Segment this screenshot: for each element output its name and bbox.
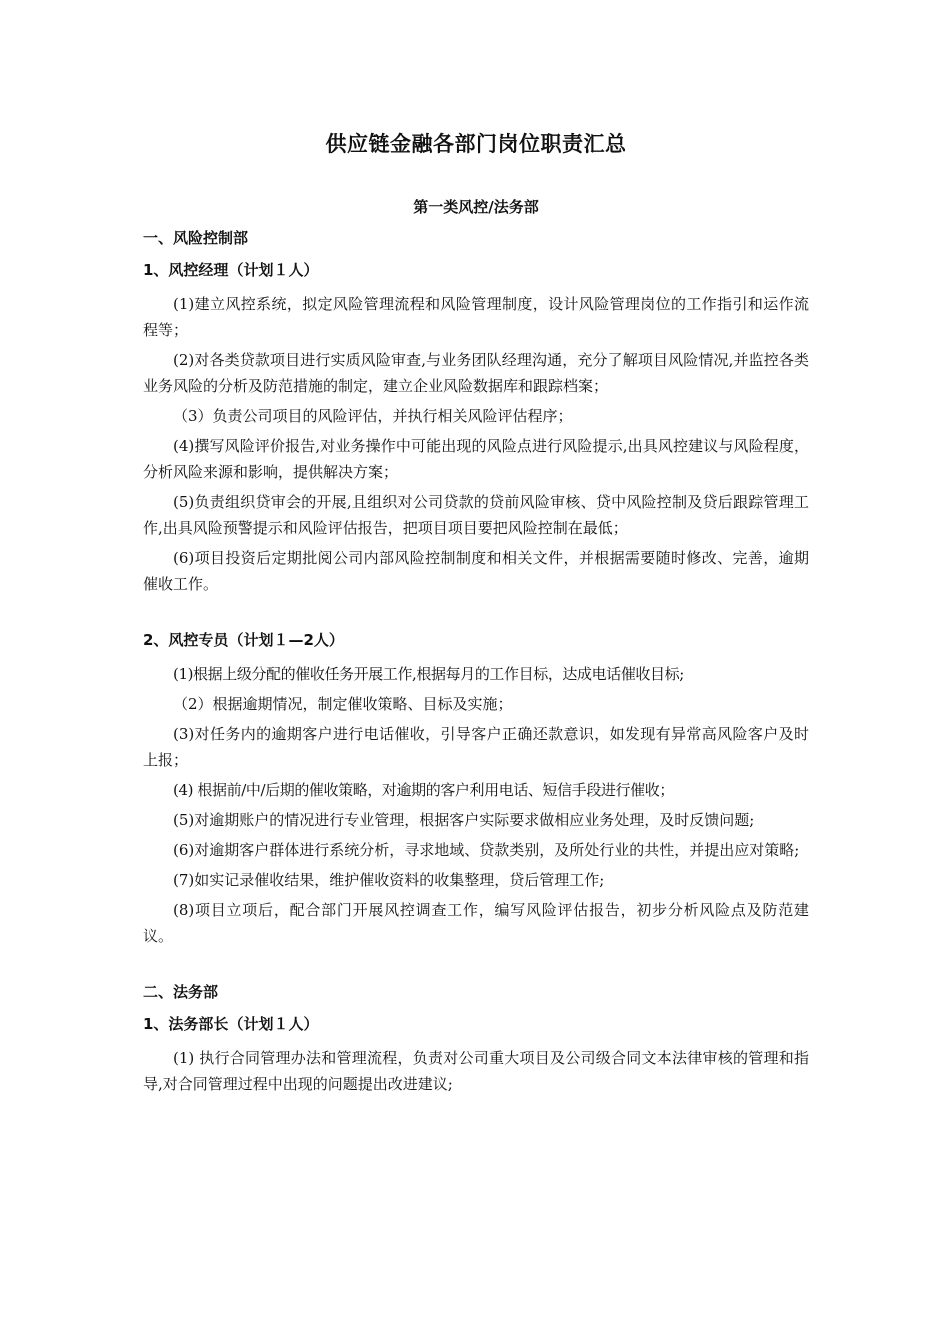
duty-item: （3）负责公司项目的风险评估，并执行相关风险评估程序；: [173, 407, 573, 425]
duty-item: （2）根据逾期情况，制定催收策略、目标及实施；: [173, 695, 513, 713]
category-heading: 第一类风控/法务部: [413, 198, 539, 216]
duty-item: (5)对逾期账户的情况进行专业管理，根据客户实际要求做相应业务处理，及时反馈问题;: [173, 811, 755, 829]
duty-item: (1) 执行合同管理办法和管理流程，负责对公司重大项目及公司级合同文本法律审核的管理和指导,对合同管理过程中出现的问题提出改进建议;: [143, 1049, 809, 1093]
duty-item: (7)如实记录催收结果，维护催收资料的收集整理，贷后管理工作;: [173, 871, 605, 889]
role-heading-risk-specialist: 2、风控专员（计划１—2人）: [143, 631, 344, 649]
role-heading-risk-manager: 1、风控经理（计划１人）: [143, 261, 319, 279]
duty-item: (6)项目投资后定期批阅公司内部风险控制制度和相关文件，并根据需要随时修改、完善，逾期催收工作。: [143, 549, 809, 593]
duty-item: (1)根据上级分配的催收任务开展工作,根据每月的工作目标，达成电话催收目标;: [173, 665, 684, 683]
duty-item: (1)建立风控系统，拟定风险管理流程和风险管理制度，设计风险管理岗位的工作指引和运作流程等；: [143, 295, 809, 339]
duty-item: (6)对逾期客户群体进行系统分析，寻求地域、贷款类别，及所处行业的共性，并提出应对策略;: [173, 841, 800, 859]
duty-item: (3)对任务内的逾期客户进行电话催收，引导客户正确还款意识，如发现有异常高风险客户及时上报；: [143, 725, 809, 769]
duty-item: (4) 根据前/中/后期的催收策略，对逾期的客户利用电话、短信手段进行催收；: [173, 781, 674, 799]
duty-item: (5)负责组织贷审会的开展,且组织对公司贷款的贷前风险审核、贷中风险控制及贷后跟踪管理工作,出具风险预警提示和风险评估报告，把项目项目要把风险控制在最低；: [143, 493, 809, 537]
role-heading-legal-head: 1、法务部长（计划１人）: [143, 1015, 319, 1033]
duty-item: (8)项目立项后，配合部门开展风控调查工作，编写风险评估报告，初步分析风险点及防范建议。: [143, 901, 809, 945]
section-heading-risk-control: 一、风险控制部: [143, 229, 249, 247]
duty-item: (2)对各类贷款项目进行实质风险审查,与业务团队经理沟通，充分了解项目风险情况,并监控各类业务风险的分析及防范措施的制定，建立企业风险数据库和跟踪档案；: [143, 351, 809, 395]
section-heading-legal: 二、法务部: [143, 983, 219, 1001]
document-body: [143, 227, 809, 1101]
duty-item: (4)撰写风险评价报告,对业务操作中可能出现的风险点进行风险提示,出具风控建议与风险程度，分析风险来源和影响，提供解决方案；: [143, 437, 809, 481]
document-title: 供应链金融各部门岗位职责汇总: [325, 132, 627, 156]
